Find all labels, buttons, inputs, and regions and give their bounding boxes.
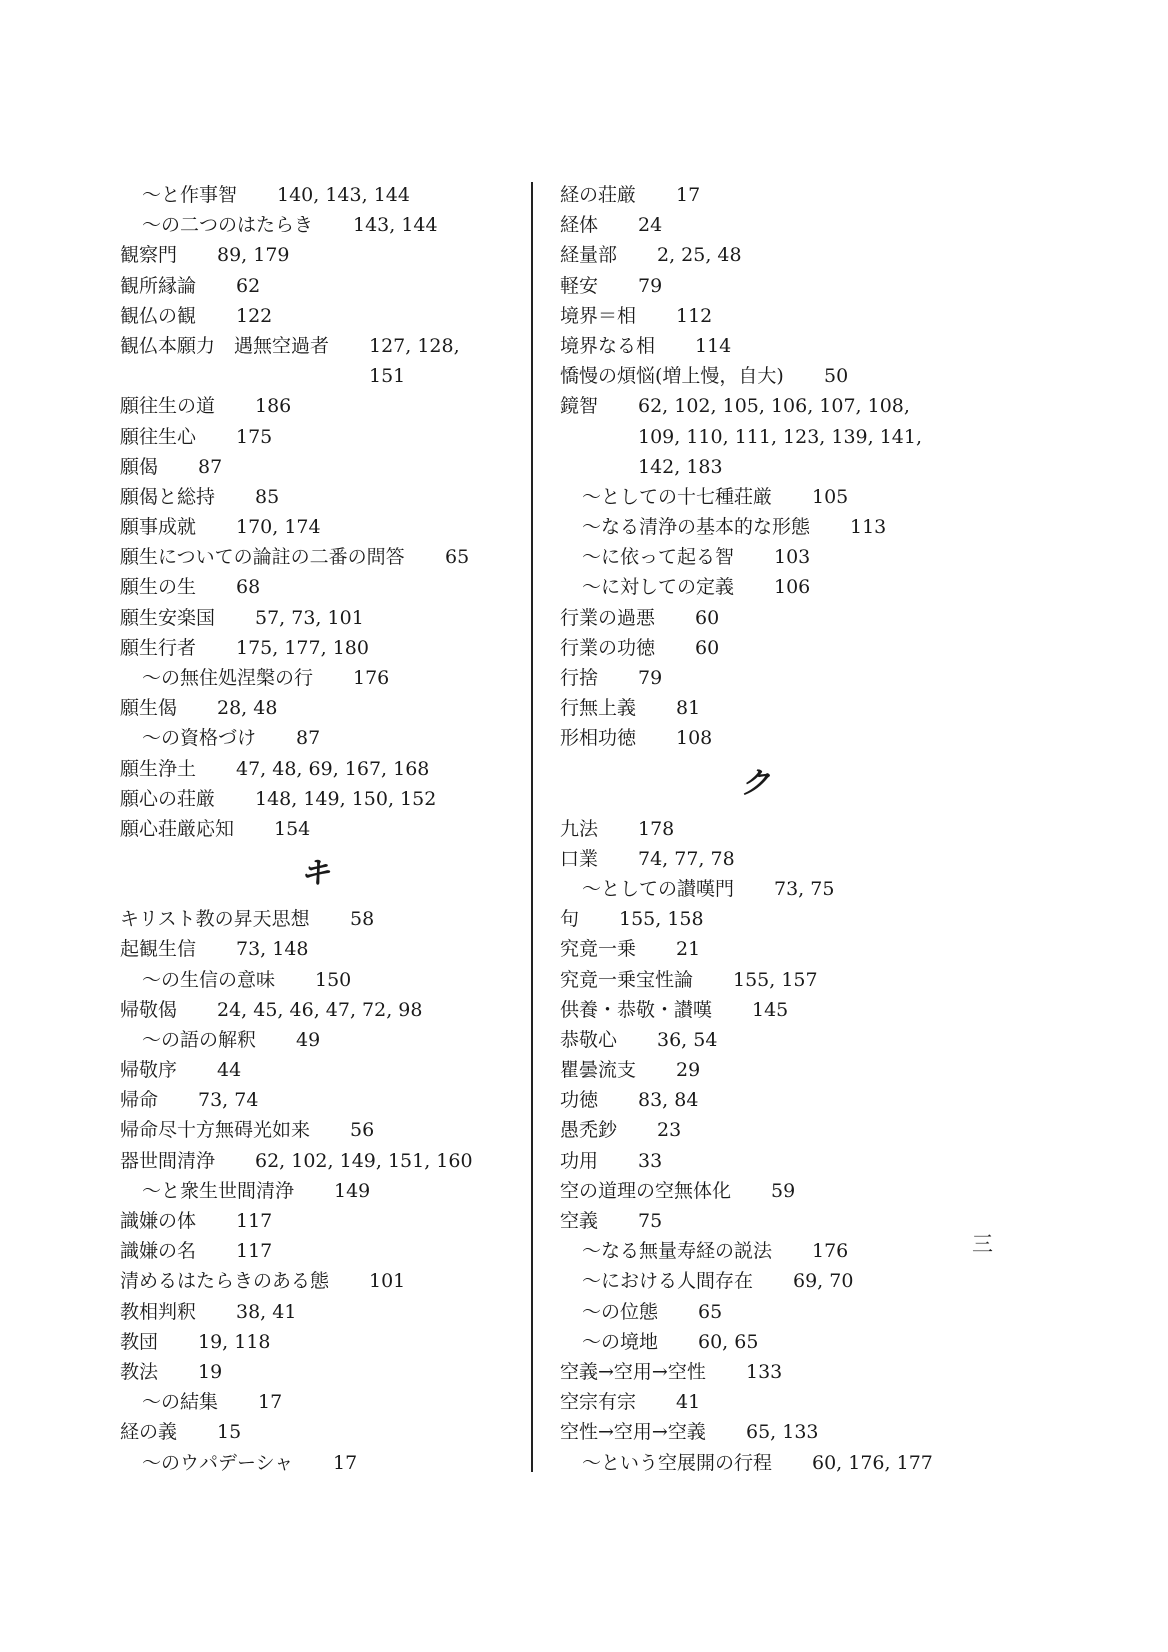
index-entry [560,1236,960,1266]
index-term: 〜なる無量寿経の説法 [582,1240,773,1263]
index-entry [560,271,960,301]
index-entry [120,301,520,331]
index-pages: 150 [315,968,352,991]
index-pages: 60 [695,606,720,629]
index-term: 観仏の観 [120,304,197,327]
index-pages: 23 [657,1119,682,1142]
column-divider [531,182,533,1472]
index-entry [120,271,520,301]
index-pages: 87 [198,455,223,478]
index-entry [120,452,520,482]
index-entry [560,572,960,602]
index-term: 境界なる相 [560,334,656,357]
index-pages: 24 [638,214,663,237]
index-term: 識嫌の体 [120,1210,197,1232]
index-pages: 33 [638,1149,663,1172]
index-pages: 65 [698,1300,723,1323]
index-pages: 62, 102, 105, 106, 107, 108, [638,395,910,418]
index-term: 行業の過悪 [560,606,656,629]
index-pages: 58 [350,908,375,931]
index-entry [120,482,520,512]
index-term: 形相功徳 [560,727,637,750]
index-pages: 127, 128, [369,334,460,357]
index-term: 帰敬偈 [120,998,178,1021]
index-term: 行捨 [560,667,599,689]
section-heading: ク [740,765,770,801]
index-pages: 79 [638,667,663,689]
index-entry [560,1085,960,1115]
index-pages: 57, 73, 101 [255,606,364,629]
index-pages: 41 [676,1391,701,1414]
index-pages: 47, 48, 69, 167, 168 [236,757,430,780]
index-pages: 85 [255,485,280,508]
index-entry [120,1206,520,1236]
index-pages: 56 [350,1119,375,1142]
section-heading: キ [300,856,330,892]
index-term: 〜の語の解釈 [142,1028,257,1051]
index-pages: 73, 148 [236,938,309,961]
index-term: 経の荘厳 [560,184,637,206]
index-pages: 60, 176, 177 [812,1451,933,1474]
index-pages: 133 [746,1360,783,1383]
index-pages: 175, 177, 180 [236,636,369,659]
index-pages: 2, 25, 48 [657,244,742,267]
index-entry [560,1357,960,1387]
index-entry [120,1176,520,1206]
index-pages: 148, 149, 150, 152 [255,787,437,810]
index-pages: 175 [236,425,273,448]
index-entry [120,512,520,542]
index-term: 空義 [560,1210,599,1232]
index-entry [560,603,960,633]
index-entry [120,663,520,693]
index-term: 〜における人間存在 [582,1270,754,1293]
index-pages: 178 [638,817,675,840]
index-pages: 83, 84 [638,1089,699,1112]
index-entry [120,391,520,421]
index-entry [560,995,960,1025]
index-entry [560,633,960,663]
index-term: 願心の荘厳 [120,787,216,810]
index-entry [120,1327,520,1357]
index-entry [560,1387,960,1417]
index-term: 鏡智 [560,395,599,418]
index-term: 〜という空展開の行程 [582,1451,773,1474]
index-pages: 62 [236,274,261,297]
index-term: 帰命 [120,1089,159,1112]
page-number: 三 [972,1232,993,1256]
index-entry [120,180,520,210]
index-term: 〜の結集 [142,1391,219,1414]
index-entry [120,754,520,784]
index-pages: 49 [296,1028,321,1051]
index-pages: 68 [236,576,261,599]
index-entry [120,995,520,1025]
index-entry [120,1357,520,1387]
index-term: 願生安楽国 [120,606,216,629]
index-term: 〜の境地 [582,1330,659,1353]
index-entry [120,603,520,633]
index-term: 〜としての讃嘆門 [582,877,735,900]
index-term: 願生浄土 [120,757,197,780]
index-pages: 176 [353,667,390,689]
index-term: 起観生信 [120,938,197,961]
index-entry [560,1025,960,1055]
index-entry [560,1297,960,1327]
index-entry [120,240,520,270]
index-entry [120,1448,520,1478]
index-pages: 155, 157 [733,968,818,991]
index-term: 〜に対しての定義 [582,576,735,599]
index-pages: 21 [676,938,701,961]
index-entry [120,1115,520,1145]
index-term: 愚禿鈔 [560,1119,618,1142]
index-term: 帰敬序 [120,1059,178,1082]
index-term: 〜のウパデーシャ [142,1451,294,1474]
index-term: 願生についての論註の二番の問答 [120,546,405,569]
index-entry [560,240,960,270]
index-term: 帰命尽十方無碍光如来 [120,1119,311,1142]
index-entry [560,1176,960,1206]
index-term: 究竟一乗宝性論 [560,968,694,991]
index-entry [560,965,960,995]
index-pages: 114 [695,334,732,357]
index-entry [120,542,520,572]
index-term: 究竟一乗 [560,938,637,961]
index-pages: 170, 174 [236,516,321,539]
index-term: 願偈と総持 [120,485,216,508]
index-term: 境界＝相 [560,304,637,327]
index-entry [560,874,960,904]
index-column-left [120,180,520,1478]
index-term: 軽安 [560,274,599,297]
index-pages: 15 [217,1421,242,1444]
index-entry [120,693,520,723]
index-pages: 122 [236,304,273,327]
index-pages: 50 [824,365,849,388]
index-term: 願心荘厳応知 [120,817,235,840]
index-pages: 81 [676,697,701,720]
index-pages: 73, 74 [198,1089,259,1112]
index-term: 〜の二つのはたらき [142,214,314,237]
index-term: 口業 [560,847,599,870]
index-column-right [560,180,960,1478]
index-pages: 75 [638,1210,663,1232]
index-pages: 59 [771,1179,796,1202]
index-term: 〜の資格づけ [142,727,257,750]
index-entry [120,1387,520,1417]
index-entry [560,1115,960,1145]
index-entry [560,844,960,874]
index-term: キリスト教の昇天思想 [120,908,310,931]
index-pages: 109, 110, 111, 123, 139, 141, [638,425,923,448]
index-pages: 89, 179 [217,244,290,267]
index-entry [560,482,960,512]
index-entry [120,422,520,452]
index-entry [560,1055,960,1085]
index-term: 経の義 [120,1421,178,1444]
index-pages: 19, 118 [198,1330,271,1353]
index-pages: 151 [369,365,406,388]
index-term: 観仏本願力 遇無空過者 [120,334,330,357]
index-term: 観所縁論 [120,274,197,297]
index-pages: 149 [334,1179,371,1202]
index-pages: 44 [217,1059,242,1082]
index-pages: 186 [255,395,292,418]
index-pages: 17 [333,1451,358,1474]
index-term: 願生行者 [120,636,197,659]
index-pages: 105 [812,485,849,508]
index-pages: 142, 183 [638,455,723,478]
index-entry [120,210,520,240]
index-term: 願往生心 [120,425,197,448]
index-pages: 103 [774,546,811,569]
index-entry [560,814,960,844]
index-term: 空宗有宗 [560,1391,637,1414]
index-entry [120,1417,520,1447]
index-entry [120,723,520,753]
index-entry [120,1055,520,1085]
index-pages: 79 [638,274,663,297]
index-term: 〜の無住処涅槃の行 [142,667,314,689]
index-entry [560,210,960,240]
index-entry [560,1417,960,1447]
index-term: 憍慢の煩悩(増上慢，自大) [560,365,784,388]
index-pages: 155, 158 [619,908,704,931]
index-term: 願偈 [120,455,159,478]
index-entry [560,1266,960,1296]
index-entry [560,301,960,331]
index-entry [120,965,520,995]
index-entry [560,1327,960,1357]
index-term: 〜に依って起る智 [582,546,735,569]
index-pages: 24, 45, 46, 47, 72, 98 [217,998,423,1021]
index-entry-continuation [120,361,520,391]
index-pages: 62, 102, 149, 151, 160 [255,1149,473,1172]
index-pages: 36, 54 [657,1028,718,1051]
index-entry [120,814,520,844]
index-entry [120,934,520,964]
index-entry [560,512,960,542]
index-entry-continuation [560,452,960,482]
index-pages: 101 [369,1270,406,1293]
index-pages: 69, 70 [793,1270,854,1293]
index-pages: 17 [258,1391,283,1414]
index-term: 経量部 [560,244,618,267]
index-pages: 106 [774,576,811,599]
index-term: 瞿曇流支 [560,1059,637,1082]
index-pages: 73, 75 [774,877,835,900]
index-entry [560,693,960,723]
index-entry [560,180,960,210]
index-pages: 117 [236,1240,273,1263]
index-term: 空義→空用→空性 [560,1360,706,1383]
index-entry [120,331,520,361]
index-entry [560,723,960,753]
index-term: 願往生の道 [120,395,216,418]
index-pages: 38, 41 [236,1300,297,1323]
index-entry [120,572,520,602]
index-pages: 113 [850,516,887,539]
index-term: 〜と衆生世間清浄 [142,1179,295,1202]
index-entry [560,1448,960,1478]
index-entry [560,934,960,964]
index-pages: 60, 65 [698,1330,759,1353]
index-pages: 60 [695,636,720,659]
index-term: 教相判釈 [120,1300,197,1323]
index-entry [120,784,520,814]
index-term: 願生の生 [120,576,197,599]
index-term: 行無上義 [560,697,637,720]
index-pages: 117 [236,1210,273,1232]
index-pages: 176 [812,1240,849,1263]
index-pages: 65, 133 [746,1421,819,1444]
index-entry-continuation [560,422,960,452]
index-pages: 140, 143, 144 [277,184,410,206]
index-entry [120,1297,520,1327]
index-term: 願生偈 [120,697,178,720]
index-entry [560,361,960,391]
index-pages: 29 [676,1059,701,1082]
index-term: 空性→空用→空義 [560,1421,706,1444]
index-entry [120,904,520,934]
index-term: 〜と作事智 [142,184,238,206]
index-term: 行業の功徳 [560,636,656,659]
index-term: 供養・恭敬・讃嘆 [560,998,713,1021]
index-entry [120,1236,520,1266]
index-pages: 145 [752,998,789,1021]
index-term: 教法 [120,1360,159,1383]
index-pages: 112 [676,304,713,327]
index-entry [560,1146,960,1176]
index-entry [560,904,960,934]
index-term: 〜の位態 [582,1300,659,1323]
index-entry [120,1266,520,1296]
index-term: 九法 [560,817,599,840]
index-entry [120,1085,520,1115]
index-term: 〜なる清浄の基本的な形態 [582,516,811,539]
index-term: 功用 [560,1149,599,1172]
index-term: 経体 [560,214,599,237]
index-term: 清めるはたらきのある態 [120,1270,330,1293]
index-term: 功徳 [560,1089,599,1112]
index-pages: 143, 144 [353,214,438,237]
index-term: 観察門 [120,244,178,267]
index-term: 恭敬心 [560,1028,618,1051]
index-term: 願事成就 [120,516,197,539]
index-entry [560,542,960,572]
index-entry [560,663,960,693]
index-pages: 74, 77, 78 [638,847,735,870]
index-term: 句 [560,908,580,931]
index-entry [120,1025,520,1055]
index-term: 〜としての十七種荘厳 [582,485,773,508]
index-term: 教団 [120,1330,159,1353]
index-pages: 65 [445,546,470,569]
index-entry [560,1206,960,1236]
index-pages: 19 [198,1360,223,1383]
index-entry [560,331,960,361]
index-pages: 17 [676,184,701,206]
index-entry [560,391,960,421]
index-pages: 87 [296,727,321,750]
index-term: 器世間清浄 [120,1149,216,1172]
index-term: 〜の生信の意味 [142,968,276,991]
index-pages: 108 [676,727,713,750]
index-entry [120,1146,520,1176]
index-pages: 154 [274,817,311,840]
index-pages: 28, 48 [217,697,278,720]
index-entry [120,633,520,663]
index-term: 空の道理の空無体化 [560,1179,732,1202]
index-term: 識嫌の名 [120,1240,197,1263]
